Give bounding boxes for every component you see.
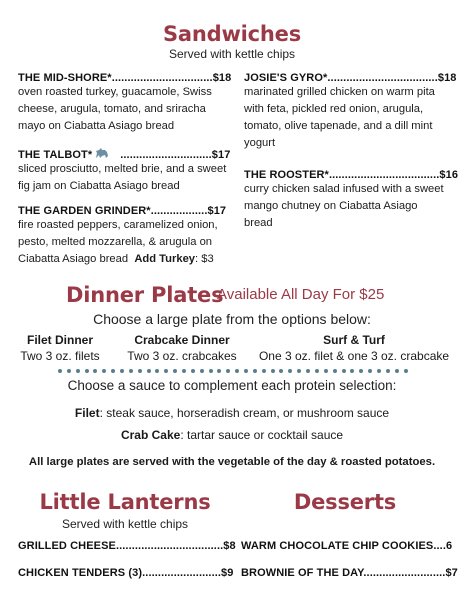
dotted-divider	[58, 369, 408, 373]
dinner-availability: Available All Day For $25	[217, 286, 385, 303]
sandwich-item-garden-grinder	[18, 205, 230, 268]
item-price: $17	[207, 205, 227, 217]
horse-icon	[94, 147, 110, 159]
item-name: THE TALBOT*	[18, 149, 93, 161]
add-on-price: : $3	[195, 253, 214, 265]
option-description: Two 3 oz. filets	[20, 349, 100, 363]
option-description: One 3 oz. filet & one 3 oz. crabcake	[258, 349, 450, 363]
item-name: THE GARDEN GRINDER*	[18, 205, 151, 217]
add-on-label: Add Turkey	[134, 253, 196, 265]
item-description: marinated grilled chicken on warm pita with feta, pickled red onion, arugula, tomato, olive tapenade, and a dill mint yogurt	[244, 86, 435, 149]
item-name: WARM CHOCOLATE CHIP COOKIES	[241, 540, 434, 552]
item-price: 6	[445, 540, 453, 552]
item-price: $18	[212, 72, 232, 84]
item-name: JOSIE'S GYRO*	[244, 72, 328, 84]
option-description: Two 3 oz. crabcakes	[127, 349, 237, 363]
item-name: GRILLED CHEESE	[18, 540, 116, 552]
dessert-item-brownie	[241, 567, 458, 579]
little-lanterns-title: Little Lanterns	[39, 490, 211, 514]
sandwich-item-rooster	[244, 169, 459, 232]
kids-item-grilled-cheese	[18, 540, 236, 552]
dinner-note: All large plates are served with the vegetable of the day & roasted potatoes.	[28, 456, 436, 468]
leader-dots: .............................	[120, 149, 212, 161]
sauce-options: : steak sauce, horseradish cream, or mushroom sauce	[99, 406, 390, 420]
sauce-label: Filet	[74, 406, 100, 420]
item-name: BROWNIE OF THE DAY	[241, 567, 364, 579]
item-price: $8	[223, 540, 236, 552]
item-name: CHICKEN TENDERS (3)	[18, 567, 143, 579]
item-price: $7	[445, 567, 458, 579]
sandwiches-subtitle: Served with kettle chips	[168, 47, 296, 61]
option-name: Crabcake Dinner	[134, 333, 230, 347]
leader-dots: ..................................	[115, 540, 224, 552]
sauce-label: Crab Cake	[120, 428, 181, 442]
leader-dots: ..................	[150, 205, 208, 217]
sandwich-item-talbot	[18, 147, 231, 195]
leader-dots: ...................................	[328, 169, 440, 181]
leader-dots: ................................	[111, 72, 213, 84]
sandwich-item-josies-gyro	[244, 72, 457, 152]
sandwiches-title: Sandwiches	[162, 22, 302, 46]
item-price: $17	[211, 149, 231, 161]
leader-dots: ....	[433, 540, 446, 552]
item-price: $9	[221, 567, 234, 579]
kids-item-chicken-tenders	[18, 567, 233, 579]
item-price: $16	[439, 169, 459, 181]
dinner-instruction: Choose a large plate from the options below:	[93, 311, 371, 327]
desserts-title: Desserts	[293, 490, 397, 514]
sauce-filet	[0, 406, 464, 420]
leader-dots: ...................................	[327, 72, 438, 84]
dessert-item-cookies	[241, 540, 452, 552]
item-description: sliced prosciutto, melted brie, and a sweet fig jam on Ciabatta Asiago bread	[18, 163, 227, 192]
item-description: fire roasted peppers, caramelized onion, pesto, melted mozzarella, & arugula on Ciabatta Asiago bread	[18, 219, 218, 265]
leader-dots: ..........................	[363, 567, 446, 579]
little-lanterns-subtitle: Served with kettle chips	[61, 517, 189, 531]
option-name: Surf & Turf	[323, 333, 385, 347]
option-name: Filet Dinner	[26, 333, 93, 347]
dinner-plates-title: Dinner Plates	[66, 283, 224, 307]
sauce-options: : tartar sauce or cocktail sauce	[180, 428, 344, 442]
dinner-option-crabcake	[120, 333, 244, 363]
dinner-option-surf-turf	[254, 333, 454, 363]
sandwich-item-mid-shore	[18, 72, 232, 135]
item-name: THE ROOSTER*	[244, 169, 329, 181]
sauce-crab-cake	[0, 428, 464, 442]
item-description: oven roasted turkey, guacamole, Swiss cheese, arugula, tomato, and sriracha mayo on Ciabatta Asiago bread	[18, 86, 212, 132]
item-description: curry chicken salad infused with a sweet mango chutney on Ciabatta Asiago bread	[244, 183, 444, 229]
dinner-option-filet	[14, 333, 106, 363]
leader-dots: .........................	[142, 567, 222, 579]
sauce-instruction: Choose a sauce to complement each protein selection:	[67, 378, 397, 393]
item-name: THE MID-SHORE*	[18, 72, 112, 84]
item-price: $18	[437, 72, 457, 84]
